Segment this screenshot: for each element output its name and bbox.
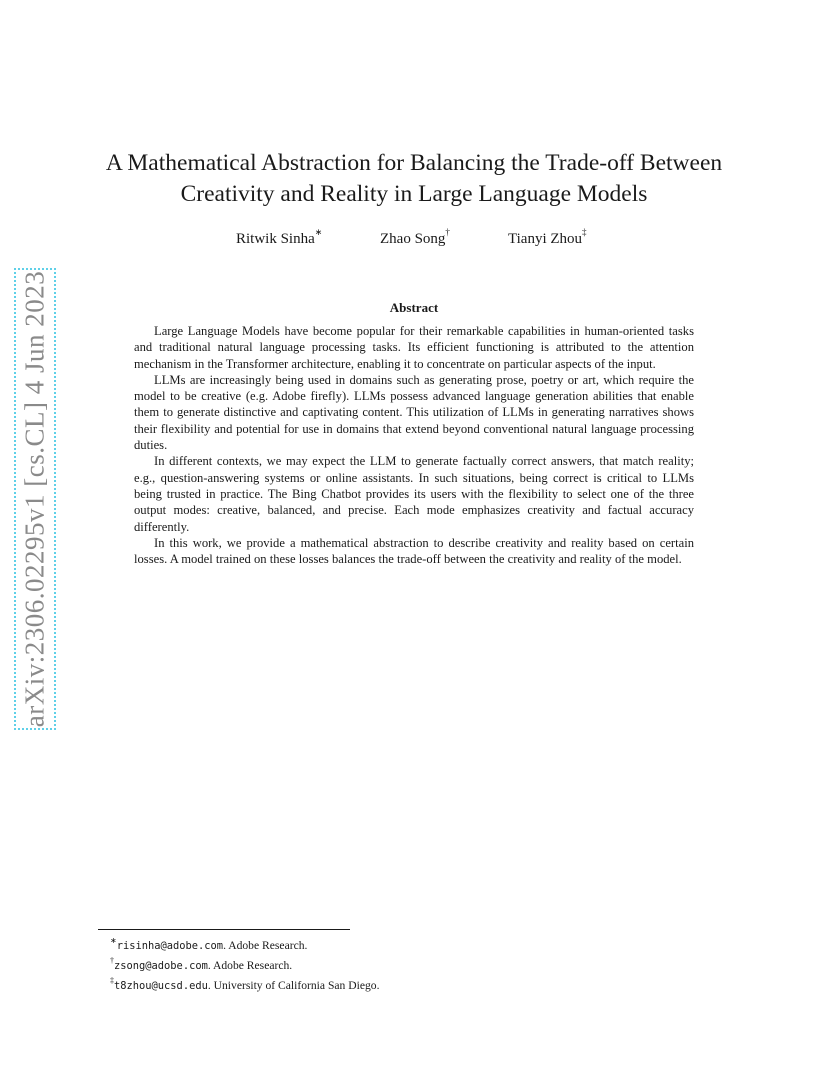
- footnote-mark: ∗: [110, 936, 117, 945]
- author: [236, 229, 322, 248]
- title-line-1: A Mathematical Abstraction for Balancing the Trade-off Between: [105, 150, 723, 176]
- author-name: Zhao Song: [380, 231, 446, 247]
- abstract-paragraph: In this work, we provide a mathematical abstraction to describe creativity and reality based on certain losses. A model trained on these losses balances the trade-off between the creativity and reality of the model.: [134, 535, 694, 567]
- footnote-affiliation: . University of California San Diego.: [207, 978, 380, 992]
- footnote-divider: [98, 929, 350, 930]
- paper-title: [90, 148, 738, 210]
- author-name: Ritwik Sinha: [236, 231, 315, 247]
- footnote-mark: †: [110, 955, 114, 965]
- footnote: [110, 954, 710, 974]
- author-mark: †: [445, 227, 450, 237]
- arxiv-stamp: [14, 268, 56, 730]
- footnote: [110, 974, 710, 994]
- footnote-email: t8zhou@ucsd.edu: [114, 979, 208, 992]
- abstract-heading: Abstract: [389, 300, 439, 315]
- footnote-email: risinha@adobe.com: [116, 939, 224, 952]
- author: [380, 229, 450, 248]
- abstract-paragraph: Large Language Models have become popular for their remarkable capabilities in human-oriented tasks and traditional natural language processing tasks. Its efficient functioning is attributed to the attention mechanism in the Transformer architecture, enabling it to concentrate on particular aspects of the input.: [134, 324, 694, 371]
- footnote-email: zsong@adobe.com: [114, 959, 208, 972]
- author: [508, 229, 587, 248]
- arxiv-identifier: arXiv:2306.02295v1 [cs.CL] 4 Jun 2023: [19, 270, 50, 728]
- author-mark: ∗: [314, 227, 323, 237]
- abstract-paragraph: In different contexts, we may expect the LLM to generate factually correct answers, that match reality; e.g., question-answering systems or online assistants. In such situations, being correct is critical to LLMs being trusted in practice. The Bing Chatbot provides its users with the flexibility to select one of the three output modes: creative, balanced, and precise. Each mode emphasizes creativity and factual accuracy differently.: [134, 454, 694, 534]
- footnote: [110, 934, 710, 954]
- footnote-affiliation: . Adobe Research.: [223, 938, 308, 952]
- author-list: [0, 229, 828, 249]
- title-line-2: Creativity and Reality in Large Language Models: [180, 181, 648, 207]
- footnotes: [110, 934, 710, 994]
- footnote-mark: ‡: [110, 975, 114, 985]
- author-mark: ‡: [582, 227, 587, 237]
- footnote-affiliation: . Adobe Research.: [207, 958, 293, 972]
- author-name: Tianyi Zhou: [508, 231, 583, 247]
- abstract-paragraph: LLMs are increasingly being used in domains such as generating prose, poetry or art, which require the model to be creative (e.g. Adobe firefly). LLMs possess advanced language generation abilities that enable them to generate distinctive and captivating content. This utilization of LLMs in generating narratives shows their flexibility and potential for use in domains that extend beyond conventional natural language processing duties.: [134, 372, 694, 453]
- abstract-body: [134, 323, 694, 567]
